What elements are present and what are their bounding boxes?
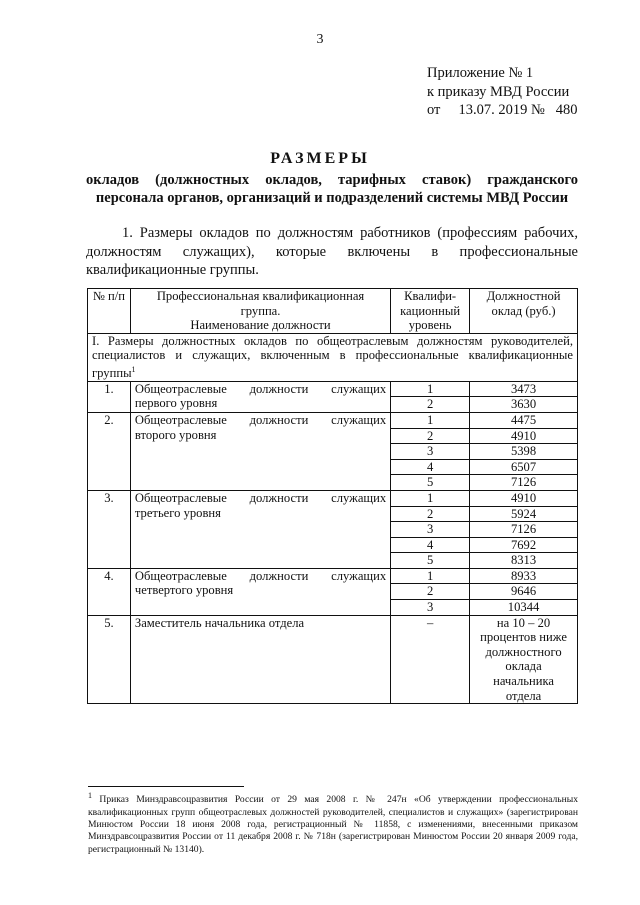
qualification-level: 4	[391, 459, 470, 475]
salary-value: 5924	[470, 506, 578, 522]
footnote	[88, 790, 578, 856]
qualification-level: 2	[391, 584, 470, 600]
salary-value: 4910	[470, 428, 578, 444]
salary-value: 4475	[470, 412, 578, 428]
salary-value: 3630	[470, 397, 578, 413]
appendix-line-2: к приказу МВД России	[427, 83, 570, 100]
table-header-row	[88, 289, 578, 334]
group-name: Общеотраслевые должности служащих второго уровня	[130, 412, 390, 490]
group-number: 3.	[88, 490, 131, 568]
salary-value: 4910	[470, 490, 578, 506]
table-row	[88, 490, 578, 506]
page-number: 3	[316, 32, 324, 47]
qualification-level: 1	[391, 381, 470, 397]
qualification-level: 2	[391, 506, 470, 522]
footnote-divider	[88, 786, 244, 787]
group-name: Заместитель начальника отдела	[130, 615, 390, 704]
footnote-mark: 1	[88, 791, 92, 800]
salary-value: на 10 – 20 процентов ниже должностного оклада начальника отдела	[470, 615, 578, 704]
salary-value: 3473	[470, 381, 578, 397]
footnote-text: Приказ Минздравсоцразвития России от 29 мая 2008 г. № 247н «Об утверждении профессиональных квалификационных групп общеотраслевых должностей руководителей, специалистов и служащих» (зарегистрирован Минюстом России 18 июня 2008 года, регистрационный № 11858, с изменениями, внесенными приказом Минздравсоцразвития России от 11 декабря 2008 г. № 718н (зарегистрирован Минюстом России 20 января 2009 года, регистрационный № 13140).	[88, 794, 578, 855]
section-row	[88, 333, 578, 381]
appendix-line-1: Приложение № 1	[427, 65, 534, 81]
table-row	[88, 568, 578, 584]
group-number: 4.	[88, 568, 131, 615]
group-number: 5.	[88, 615, 131, 704]
salary-value: 8933	[470, 568, 578, 584]
appendix-date: 13.07. 2019	[458, 102, 528, 118]
salary-value: 8313	[470, 553, 578, 569]
group-name: Общеотраслевые должности служащих первого уровня	[130, 381, 390, 412]
qualification-level: 1	[391, 568, 470, 584]
salary-table	[87, 288, 578, 704]
group-number: 1.	[88, 381, 131, 412]
table-row	[88, 412, 578, 428]
appendix-line-3	[427, 101, 578, 120]
header-level: Квалифи- кационный уровень	[391, 289, 470, 334]
qualification-level: 1	[391, 490, 470, 506]
appendix-block	[427, 64, 578, 120]
salary-value: 10344	[470, 600, 578, 616]
group-name: Общеотраслевые должности служащих третьего уровня	[130, 490, 390, 568]
table-row	[88, 615, 578, 704]
salary-value: 7126	[470, 522, 578, 538]
qualification-level: 3	[391, 600, 470, 616]
intro-paragraph: 1. Размеры окладов по должностям работников (профессиям рабочих, должностям служащих), которые включены в профессиональные квалификационные группы.	[86, 225, 578, 278]
qualification-level: 1	[391, 412, 470, 428]
header-group: Профессиональная квалификационная группа. Наименование должности	[130, 289, 390, 334]
section-footnote-mark: 1	[131, 364, 136, 374]
header-salary: Должностной оклад (руб.)	[470, 289, 578, 334]
header-num: № п/п	[88, 289, 131, 334]
salary-value: 6507	[470, 459, 578, 475]
salary-value: 9646	[470, 584, 578, 600]
qualification-level: 5	[391, 475, 470, 491]
qualification-level: –	[391, 615, 470, 704]
qualification-level: 3	[391, 444, 470, 460]
salary-value: 7692	[470, 537, 578, 553]
table-row	[88, 381, 578, 397]
document-title: РАЗМЕРЫ	[270, 150, 370, 167]
group-number: 2.	[88, 412, 131, 490]
qualification-level: 2	[391, 428, 470, 444]
qualification-level: 4	[391, 537, 470, 553]
qualification-level: 3	[391, 522, 470, 538]
appendix-number: 480	[555, 102, 578, 118]
appendix-from: от	[427, 102, 441, 118]
group-name: Общеотраслевые должности служащих четвертого уровня	[130, 568, 390, 615]
qualification-level: 2	[391, 397, 470, 413]
qualification-level: 5	[391, 553, 470, 569]
appendix-number-sign: №	[531, 102, 545, 118]
section-heading: I. Размеры должностных окладов по общеотраслевым должностям руководителей, специалистов и служащих, включенным в профессиональные квалификационные группы$^1$	[88, 333, 578, 381]
salary-value: 7126	[470, 475, 578, 491]
document-subtitle: окладов (должностных окладов, тарифных ставок) гражданского персонала органов, организаций и подразделений системы МВД России	[86, 172, 578, 206]
salary-value: 5398	[470, 444, 578, 460]
